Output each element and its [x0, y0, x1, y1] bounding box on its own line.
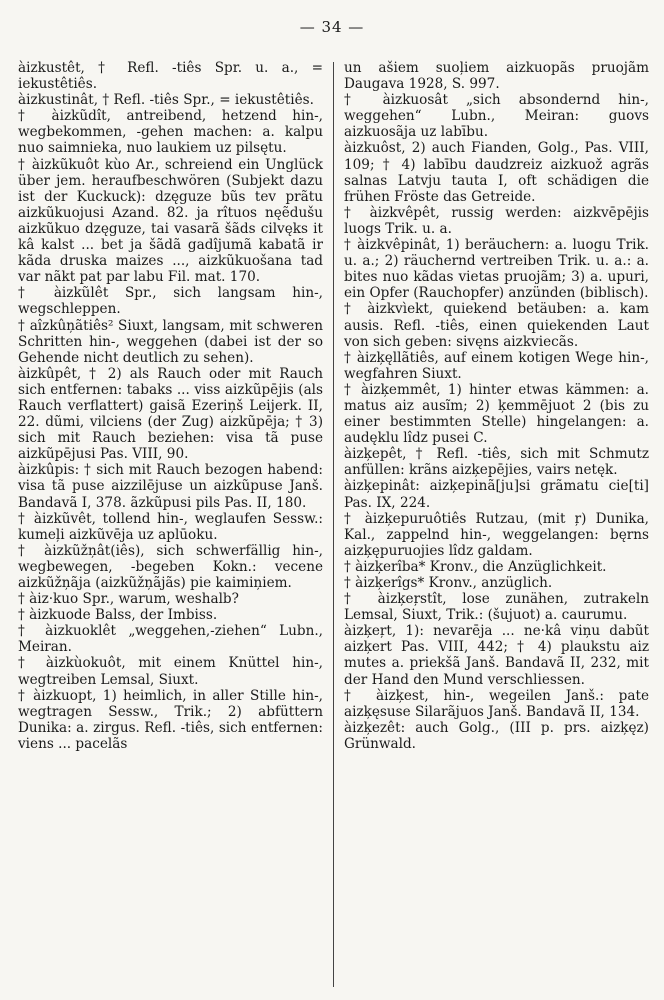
- dictionary-entry: † àizkũlêt Spr., sich langsam hin-, wegschleppen.: [18, 285, 323, 318]
- dictionary-entry: àizkustinât, † Refl. -tiês Spr., = iekustêtiês.: [18, 92, 314, 109]
- dictionary-entry: † àizkuode Balss, der Imbiss.: [18, 607, 218, 624]
- dictionary-entry: † àizkvìekt, quiekend betäuben: a. kam ausis. Refl. -tiês, einen quiekenden Laut von sich geben: sivęns aizkviecãs.: [344, 301, 649, 350]
- dictionary-entry: † àizkuoklêt „weggehen,-ziehen“ Lubn., Meiran.: [18, 623, 323, 656]
- dictionary-entry: àizķezêt: auch Golg., (III p. prs. aizķęz) Grünwald.: [344, 719, 649, 752]
- dictionary-entry: àizķepêt, † Refl. -tiês, sich mit Schmutz anfüllen: krãns aizķepējies, vairs netęk.: [344, 446, 649, 479]
- dictionary-entry: † àizkùokuôt, mit einem Knüttel hin-, wegtreiben Lemsal, Siuxt.: [18, 655, 323, 688]
- dictionary-entry: † àizķest, hin-, wegeilen Janš.: pate aizķęsuse Silarãjuos Janš. Bandavã II, 134.: [344, 687, 649, 720]
- dictionary-entry: àizkûpêt, † 2) als Rauch oder mit Rauch sich entfernen: tabaks ... viss aizkũpējis (als Rauch verflattert) gaisã Ezeriņš Leijerk. II, 22. dũmi, vilciens (der Zug) aizkũpēja; † 3) sich mit Rauch beziehen: visa tã puse aizkũpējusi Pas. VIII, 90.: [18, 365, 323, 463]
- dictionary-entry: àizkûpis: † sich mit Rauch bezogen habend: visa tã puse aizzilējuse un aizkũpuse Janš. Bandavã I, 378. ãzkũpusi pils Pas. II, 180.: [18, 462, 323, 511]
- right-column: [344, 60, 649, 752]
- dictionary-entry: † àizkvêpinât, 1) beräuchern: a. luogu Trik. u. a.; 2) räuchernd vertreiben Trik. u. a.: a. bites nuo kãdas vietas pruojãm; 3) a. upuri, ein Opfer (Rauchopfer) anzünden (biblisch).: [344, 237, 649, 302]
- dictionary-entry: un ašiem suoļiem aizkuopãs pruojãm Daugava 1928, S. 997.: [344, 60, 649, 93]
- dictionary-entry: † àizķęllãtiês, auf einem kotigen Wege hin-, wegfahren Siuxt.: [344, 349, 649, 382]
- page-number: — 34 —: [299, 18, 365, 36]
- dictionary-entry: † àizķemmêt, 1) hinter etwas kämmen: a. matus aiz ausĩm; 2) ķemmējuot 2 (bis zu einer bestimmten Stelle) hingelangen: a. audęklu lîdz pusei C.: [344, 381, 649, 447]
- dictionary-entry: † àizķepuruôtiês Rutzau, (mit ŗ) Dunika, Kal., zappelnd hin-, weggelangen: bęrns aizķępuruojies lîdz galdam.: [344, 510, 649, 559]
- dictionary-entry: † àizkũvêt, tollend hin-, weglaufen Sessw.: kumeļi aizkũvēja uz aplūoku.: [18, 510, 323, 543]
- dictionary-entry: † àizķeŗstît, lose zunähen, zutrakeln Lemsal, Siuxt, Trik.: (šujuot) a. caurumu.: [344, 591, 649, 624]
- dictionary-entry: † àizķerîba* Kronv., die Anzüglichkeit.: [344, 558, 607, 575]
- dictionary-entry: † àizkuosât „sich absondernd hin-, weggehen“ Lubn., Meiran: guovs aizkuosãja uz labību.: [344, 92, 649, 141]
- dictionary-entry: † àizkũkuôt kùo Ar., schreiend ein Unglück über jem. heraufbeschwören (Subjekt dazu ist der Kuckuck): dzęguze bũs tev prãtu aizkũkuojusi Azand. 82. ja rîtuos nęẽdušu aizkũkuo dzęguze, tai vasarã šãds cilvęks it kâ kalst ... bet ja šãdã gadîjumã kabatã ir kãda druska maizes ..., aizkũkuošana tad var nãkt pat par labu Fil. mat. 170.: [18, 156, 323, 286]
- left-column: [18, 60, 323, 752]
- column-divider: [333, 62, 334, 987]
- dictionary-entry: † àizkũdît, antreibend, hetzend hin-, wegbekommen, -gehen machen: a. kalpu nuo saimnieka, nuo laukiem uz pilsętu.: [18, 108, 323, 157]
- dictionary-entry: àizķeŗt, 1): nevarēja ... ne·kâ viņu dabũt aizķert Pas. VIII, 442; † 4) plaukstu aiz mutes a. priekšã Janš. Bandavã II, 232, mit der Hand den Mund verschliessen.: [344, 623, 649, 688]
- dictionary-entry: † àizkuopt, 1) heimlich, in aller Stille hin-, wegtragen Sessw., Trik.; 2) abfüttern Dunika: a. zirgus. Refl. -tiês, sich entfernen: viens ... pacelãs: [18, 687, 323, 752]
- dictionary-entry: † àiz·kuo Spr., warum, weshalb?: [18, 591, 239, 608]
- dictionary-entry: † àizķerîgs* Kronv., anzüglich.: [344, 575, 553, 591]
- dictionary-entry: àizkuôst, 2) auch Fianden, Golg., Pas. VIII, 109; † 4) labību daudzreiz aizkuož agrãs salnas Latvju tauta I, oft schädigen die frühen Fröste das Getreide.: [344, 140, 649, 205]
- dictionary-entry: àizķepinât: aizķepinã[ju]si grãmatu cie[ti] Pas. IX, 224.: [344, 478, 649, 511]
- dictionary-entry: àizkustêt, † Refl. -tiês Spr. u. a., = iekustêtiês.: [18, 60, 323, 93]
- dictionary-entry: † aîzkûņãtiês² Siuxt, langsam, mit schweren Schritten hin-, weggehen (dabei ist der so Gehende nicht deutlich zu sehen).: [18, 317, 323, 366]
- dictionary-entry: † àizkvêpêt, russig werden: aizkvēpējis luogs Trik. u. a.: [344, 204, 649, 237]
- dictionary-entry: † àizkũžņât(iês), sich schwerfällig hin-, wegbewegen, -begeben Kokn.: vecene aizkũžņãja (aizkũžņãjãs) pie kaimiņiem.: [18, 542, 323, 591]
